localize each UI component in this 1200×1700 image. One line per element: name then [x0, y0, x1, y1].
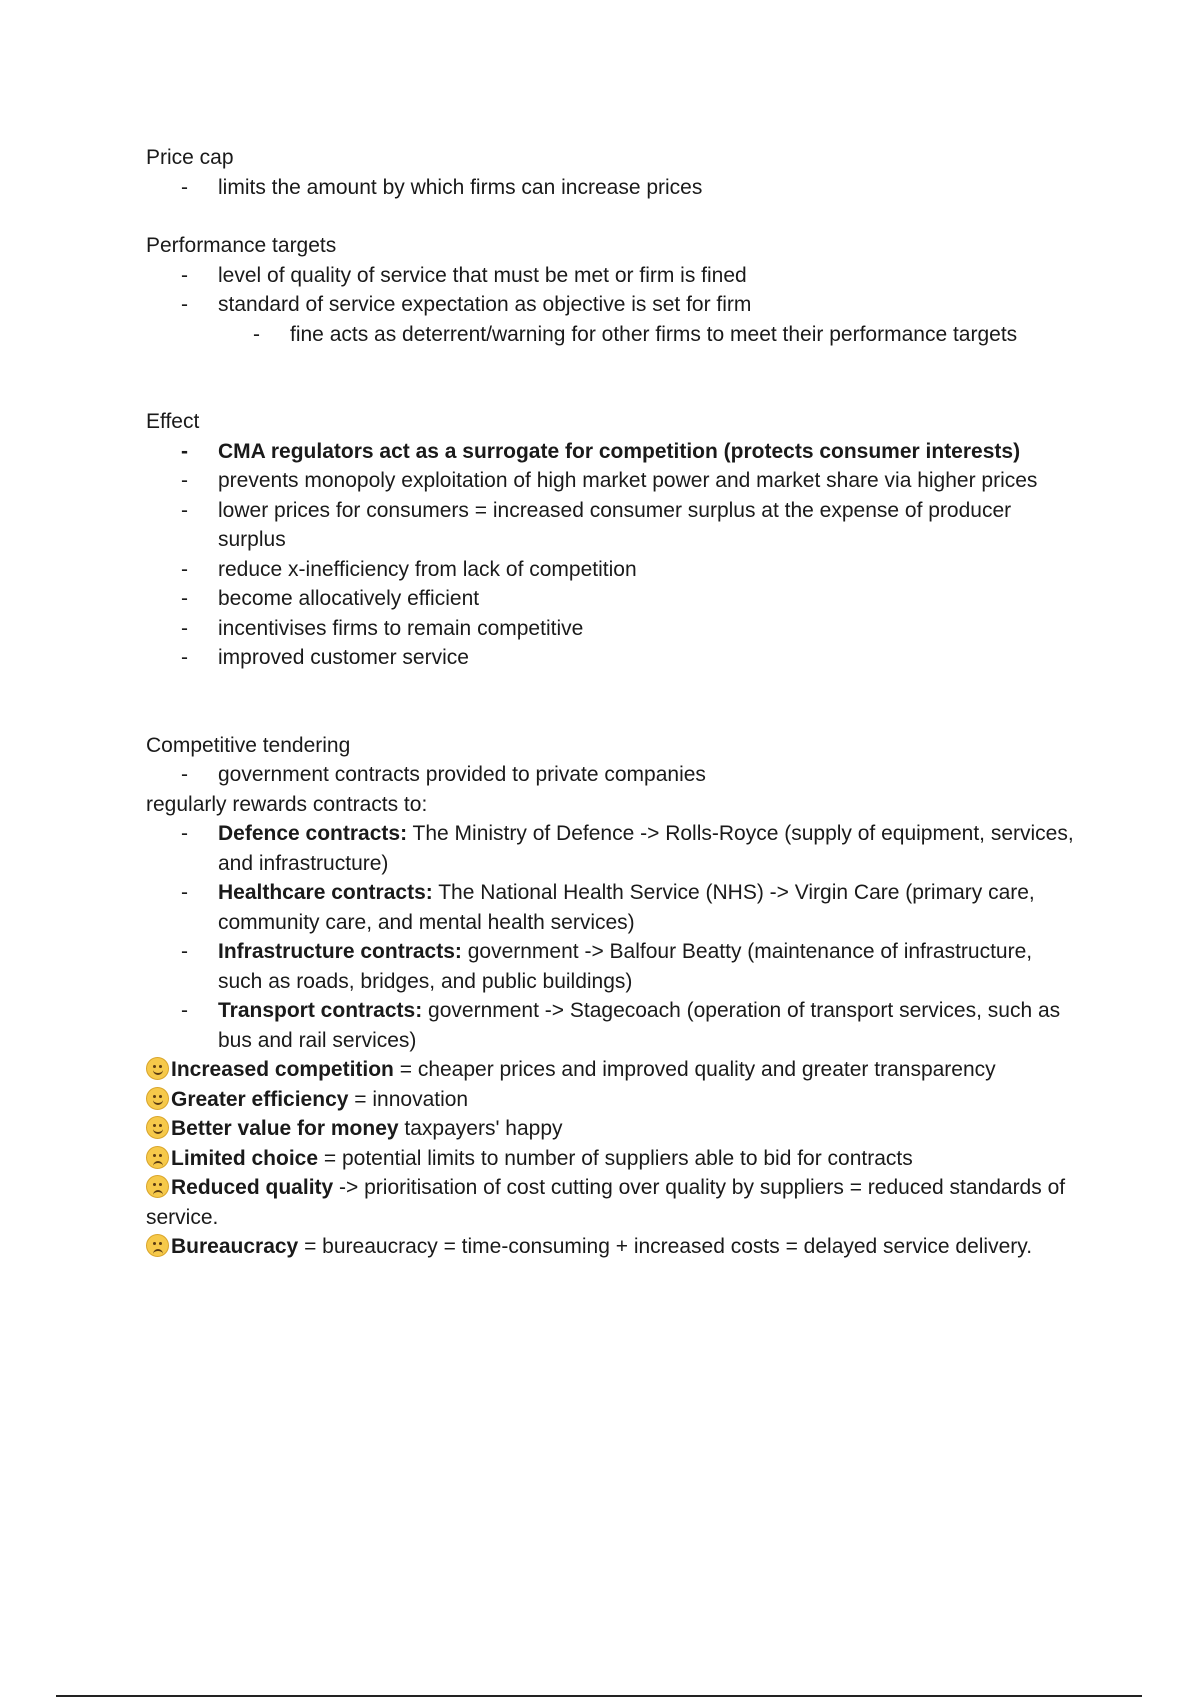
evaluation-label: Increased competition — [171, 1058, 394, 1081]
grimacing-face-icon — [146, 1116, 169, 1139]
performance-targets-sublist — [218, 320, 1076, 350]
contract-text: The Ministry of Defence -> Rolls-Royce (supply of equipment, services, and infrastructure) — [218, 822, 1074, 875]
performance-targets-heading: Performance targets — [146, 234, 337, 257]
evaluation-text: -> prioritisation of cost cutting over quality by suppliers = reduced standards of service. — [146, 1176, 1066, 1229]
contract-item — [146, 878, 1076, 937]
frowning-face-icon — [146, 1146, 169, 1169]
evaluation-item — [146, 1085, 1076, 1115]
list-item: - limits the amount by which firms can increase prices — [146, 173, 1076, 203]
evaluation-text: = cheaper prices and improved quality and greater transparency — [393, 1058, 996, 1081]
evaluation-text: taxpayers' happy — [398, 1117, 563, 1140]
list-item: - improved customer service — [146, 643, 1076, 673]
competitive-tendering-list — [146, 760, 1076, 790]
contract-label: Transport contracts: — [218, 999, 423, 1022]
evaluation-list — [146, 1055, 1076, 1262]
price-cap-heading: Price cap — [146, 146, 234, 169]
evaluation-text: = potential limits to number of suppliers able to bid for contracts — [318, 1146, 913, 1170]
evaluation-item — [146, 1114, 1076, 1144]
frowning-face-icon — [146, 1234, 169, 1257]
contract-text: government -> Balfour Beatty (maintenance of infrastructure, such as roads, bridges, and public buildings) — [218, 940, 1033, 993]
evaluation-item — [146, 1232, 1076, 1262]
evaluation-label: Greater efficiency — [171, 1087, 349, 1111]
competitive-tendering-heading: Competitive tendering — [146, 733, 351, 757]
contract-text: The National Health Service (NHS) -> Virgin Care (primary care, community care, and mental health services) — [218, 881, 1035, 934]
evaluation-item — [146, 1173, 1076, 1232]
sub-list-item: - fine acts as deterrent/warning for other firms to meet their performance targets — [218, 320, 1076, 350]
evaluation-text: = innovation — [348, 1087, 469, 1111]
list-item: - prevents monopoly exploitation of high market power and market share via higher prices — [146, 466, 1076, 496]
list-item-text: standard of service expectation as objective is set for firm — [218, 293, 752, 316]
list-item: - lower prices for consumers = increased consumer surplus at the expense of producer surplus — [146, 496, 1076, 555]
list-item: - incentivises firms to remain competitive — [146, 614, 1076, 644]
contracts-list — [146, 819, 1076, 1055]
contract-item — [146, 937, 1076, 996]
contract-item — [146, 996, 1076, 1055]
evaluation-text: = bureaucracy = time-consuming + increased costs = delayed service delivery. — [298, 1235, 1033, 1258]
list-item: - CMA regulators act as a surrogate for competition (protects consumer interests) — [146, 437, 1076, 467]
contract-label: Infrastructure contracts: — [218, 940, 462, 963]
list-item: - level of quality of service that must be met or firm is fined — [146, 261, 1076, 291]
contract-item — [146, 819, 1076, 878]
evaluation-label: Limited choice — [171, 1146, 319, 1170]
evaluation-item — [146, 1144, 1076, 1174]
grimacing-face-icon — [146, 1087, 169, 1110]
performance-targets-list — [146, 261, 1076, 350]
list-item — [146, 290, 1076, 349]
list-item: - become allocatively efficient — [146, 584, 1076, 614]
page-bottom-rule — [56, 1695, 1142, 1697]
frowning-face-icon — [146, 1175, 169, 1198]
document-body — [146, 143, 1076, 1262]
effect-list — [146, 437, 1076, 673]
contract-text: government -> Stagecoach (operation of transport services, such as bus and rail services) — [218, 999, 1061, 1052]
contract-label: Healthcare contracts: — [218, 881, 433, 904]
effect-heading: Effect — [146, 410, 200, 433]
rewards-intro: regularly rewards contracts to: — [146, 792, 428, 816]
evaluation-item — [146, 1055, 1076, 1085]
list-item: - government contracts provided to private companies — [146, 760, 1076, 790]
evaluation-label: Reduced quality — [171, 1176, 334, 1199]
contract-label: Defence contracts: — [218, 822, 408, 845]
evaluation-label: Bureaucracy — [171, 1235, 299, 1258]
list-item: - reduce x-inefficiency from lack of competition — [146, 555, 1076, 585]
grimacing-face-icon — [146, 1057, 169, 1080]
evaluation-label: Better value for money — [171, 1117, 399, 1140]
price-cap-list — [146, 173, 1076, 203]
